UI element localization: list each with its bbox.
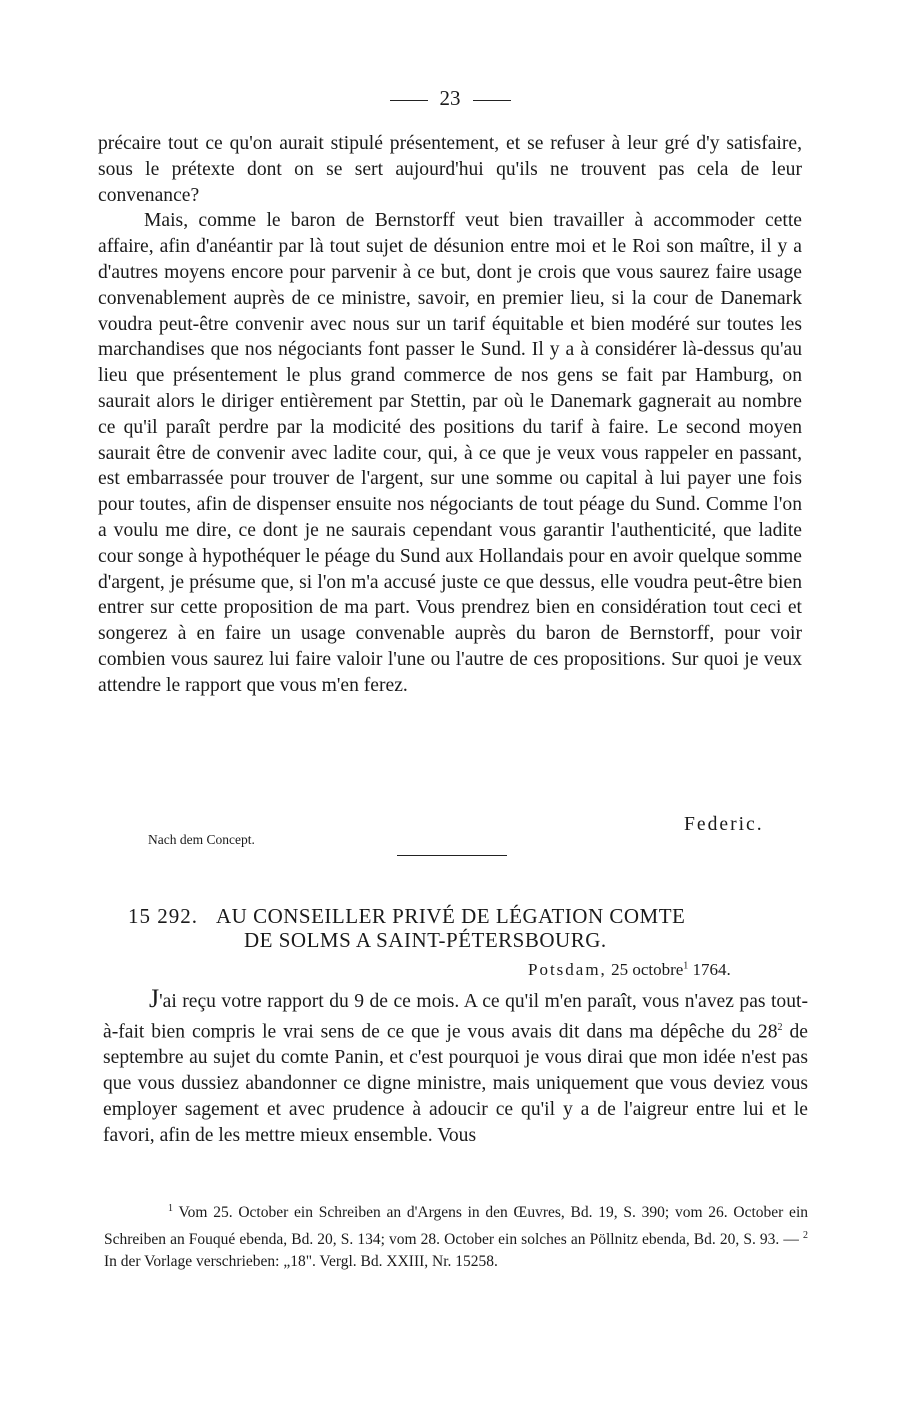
continued-letter-text <box>98 131 802 699</box>
letter-heading <box>128 904 808 952</box>
letter-body-part-a: 'ai reçu votre rapport du 9 de ce mois. A ce qu'il m'en paraît, vous n'avez pas tout-à-fait bien compris le vrai sens de ce que je vous avais dit dans ma dépêche du 28 <box>103 991 808 1043</box>
heading-line-2: DE SOLMS A SAINT-PÉTERSBOURG. <box>244 928 607 952</box>
footnote-2-marker: 2 <box>803 1229 808 1241</box>
paragraph-2: Mais, comme le baron de Bernstorff veut bien travailler à accommoder cette affaire, afin d'anéantir par là tout sujet de désunion entre moi et le Roi son maître, il y a d'autres moyens encore pour parvenir à ce but, dont je crois que vous saurez faire usage convenablement auprès de ce ministre, savoir, en premier lieu, si la cour de Danemark voudra peut-être convenir avec nous sur un tarif équitable et bien modéré sur toutes les marchandises que nos négociants font passer le Sund. Il y a à considérer là-dessus qu'au lieu que présentement le plus grand commerce de nos gens se fait par Hamburg, on saurait alors le diriger entièrement par Stettin, par où le Danemark gagnerait au nombre ce qu'il paraît perdre par la modicité des positions du tarif à faire. Le second moyen saurait être de convenir avec ladite cour, qui, à ce que je veux vous rappeler en passant, est embarrassée pour trouver de l'argent, sur une somme ou capital à lui payer une fois pour toutes, afin de dispenser ensuite nos négociants de tout péage du Sund. Comme l'on a voulu me dire, ce dont je ne saurais cependant vous garantir l'authenticité, que ladite cour songe à hypothéquer le péage du Sund aux Hollandais pour en avoir quelque somme d'argent, je présume que, si l'on m'a accusé juste ce que dessus, elle voudra peut-être bien entrer sur cette proposition de ma part. Vous prendrez bien en considération tout ceci et songerez à en faire un usage convenable auprès du baron de Bernstorff, pour voir combien vous saurez lui faire valoir l'une ou l'autre de ces propositions. Sur quoi je veux attendre le rapport que vous m'en ferez. <box>98 210 802 696</box>
dateline <box>528 960 731 980</box>
letter-paragraph <box>103 986 808 1148</box>
page-header <box>0 86 900 111</box>
heading-line-1: AU CONSEILLER PRIVÉ DE LÉGATION COMTE <box>216 904 686 928</box>
footnote-ref-1: 1 <box>683 960 689 972</box>
dateline-place: Potsdam, <box>528 960 607 979</box>
footnote-2-text: In der Vorlage verschrieben: „18". Vergl. Bd. XXIII, Nr. 15258. <box>104 1253 498 1271</box>
page-number: 23 <box>439 86 461 110</box>
signature: Federic. <box>684 814 764 835</box>
header-dash-right <box>473 100 511 101</box>
paragraph-1: précaire tout ce qu'on aurait stipulé présentement, et se refuser à leur gré d'y satisfaire, sous le prétexte dont on se sert aujourd'hui qu'ils ne trouvent pas cela de leur convenance? <box>98 133 802 206</box>
letter-number: 15 292. <box>128 904 198 928</box>
header-dash-left <box>390 100 428 101</box>
dateline-year: 1764. <box>692 960 731 979</box>
letter-body <box>103 986 808 1148</box>
footnote-ref-2: 2 <box>777 1021 783 1033</box>
dateline-date: 25 octobre <box>611 960 684 979</box>
section-separator <box>397 855 507 856</box>
footnotes <box>104 1198 808 1274</box>
letter-body-part-b: de septembre au sujet du comte Panin, et c'est pourquoi je vous dirai que mon idée n'est pas que vous dussiez abandonner ce digne ministre, mais uniquement que vous deviez vous employer sagement et avec prudence à adoucir ce qu'il y a de l'aigreur entre lui et le favori, afin de les mettre mieux ensemble. Vous <box>103 1021 808 1146</box>
footnote-1-text: Vom 25. October ein Schreiben an d'Argens in den Œuvres, Bd. 19, S. 390; vom 26. October ein Schreiben an Fouqué ebenda, Bd. 20, S. 134; vom 28. October ein solches an Pöllnitz ebenda, Bd. 20, S. 93. — <box>104 1204 808 1248</box>
drop-cap: J <box>149 984 160 1013</box>
footnote-1-marker: 1 <box>168 1203 173 1214</box>
footnote-block <box>104 1198 808 1274</box>
source-note: Nach dem Concept. <box>148 832 255 847</box>
